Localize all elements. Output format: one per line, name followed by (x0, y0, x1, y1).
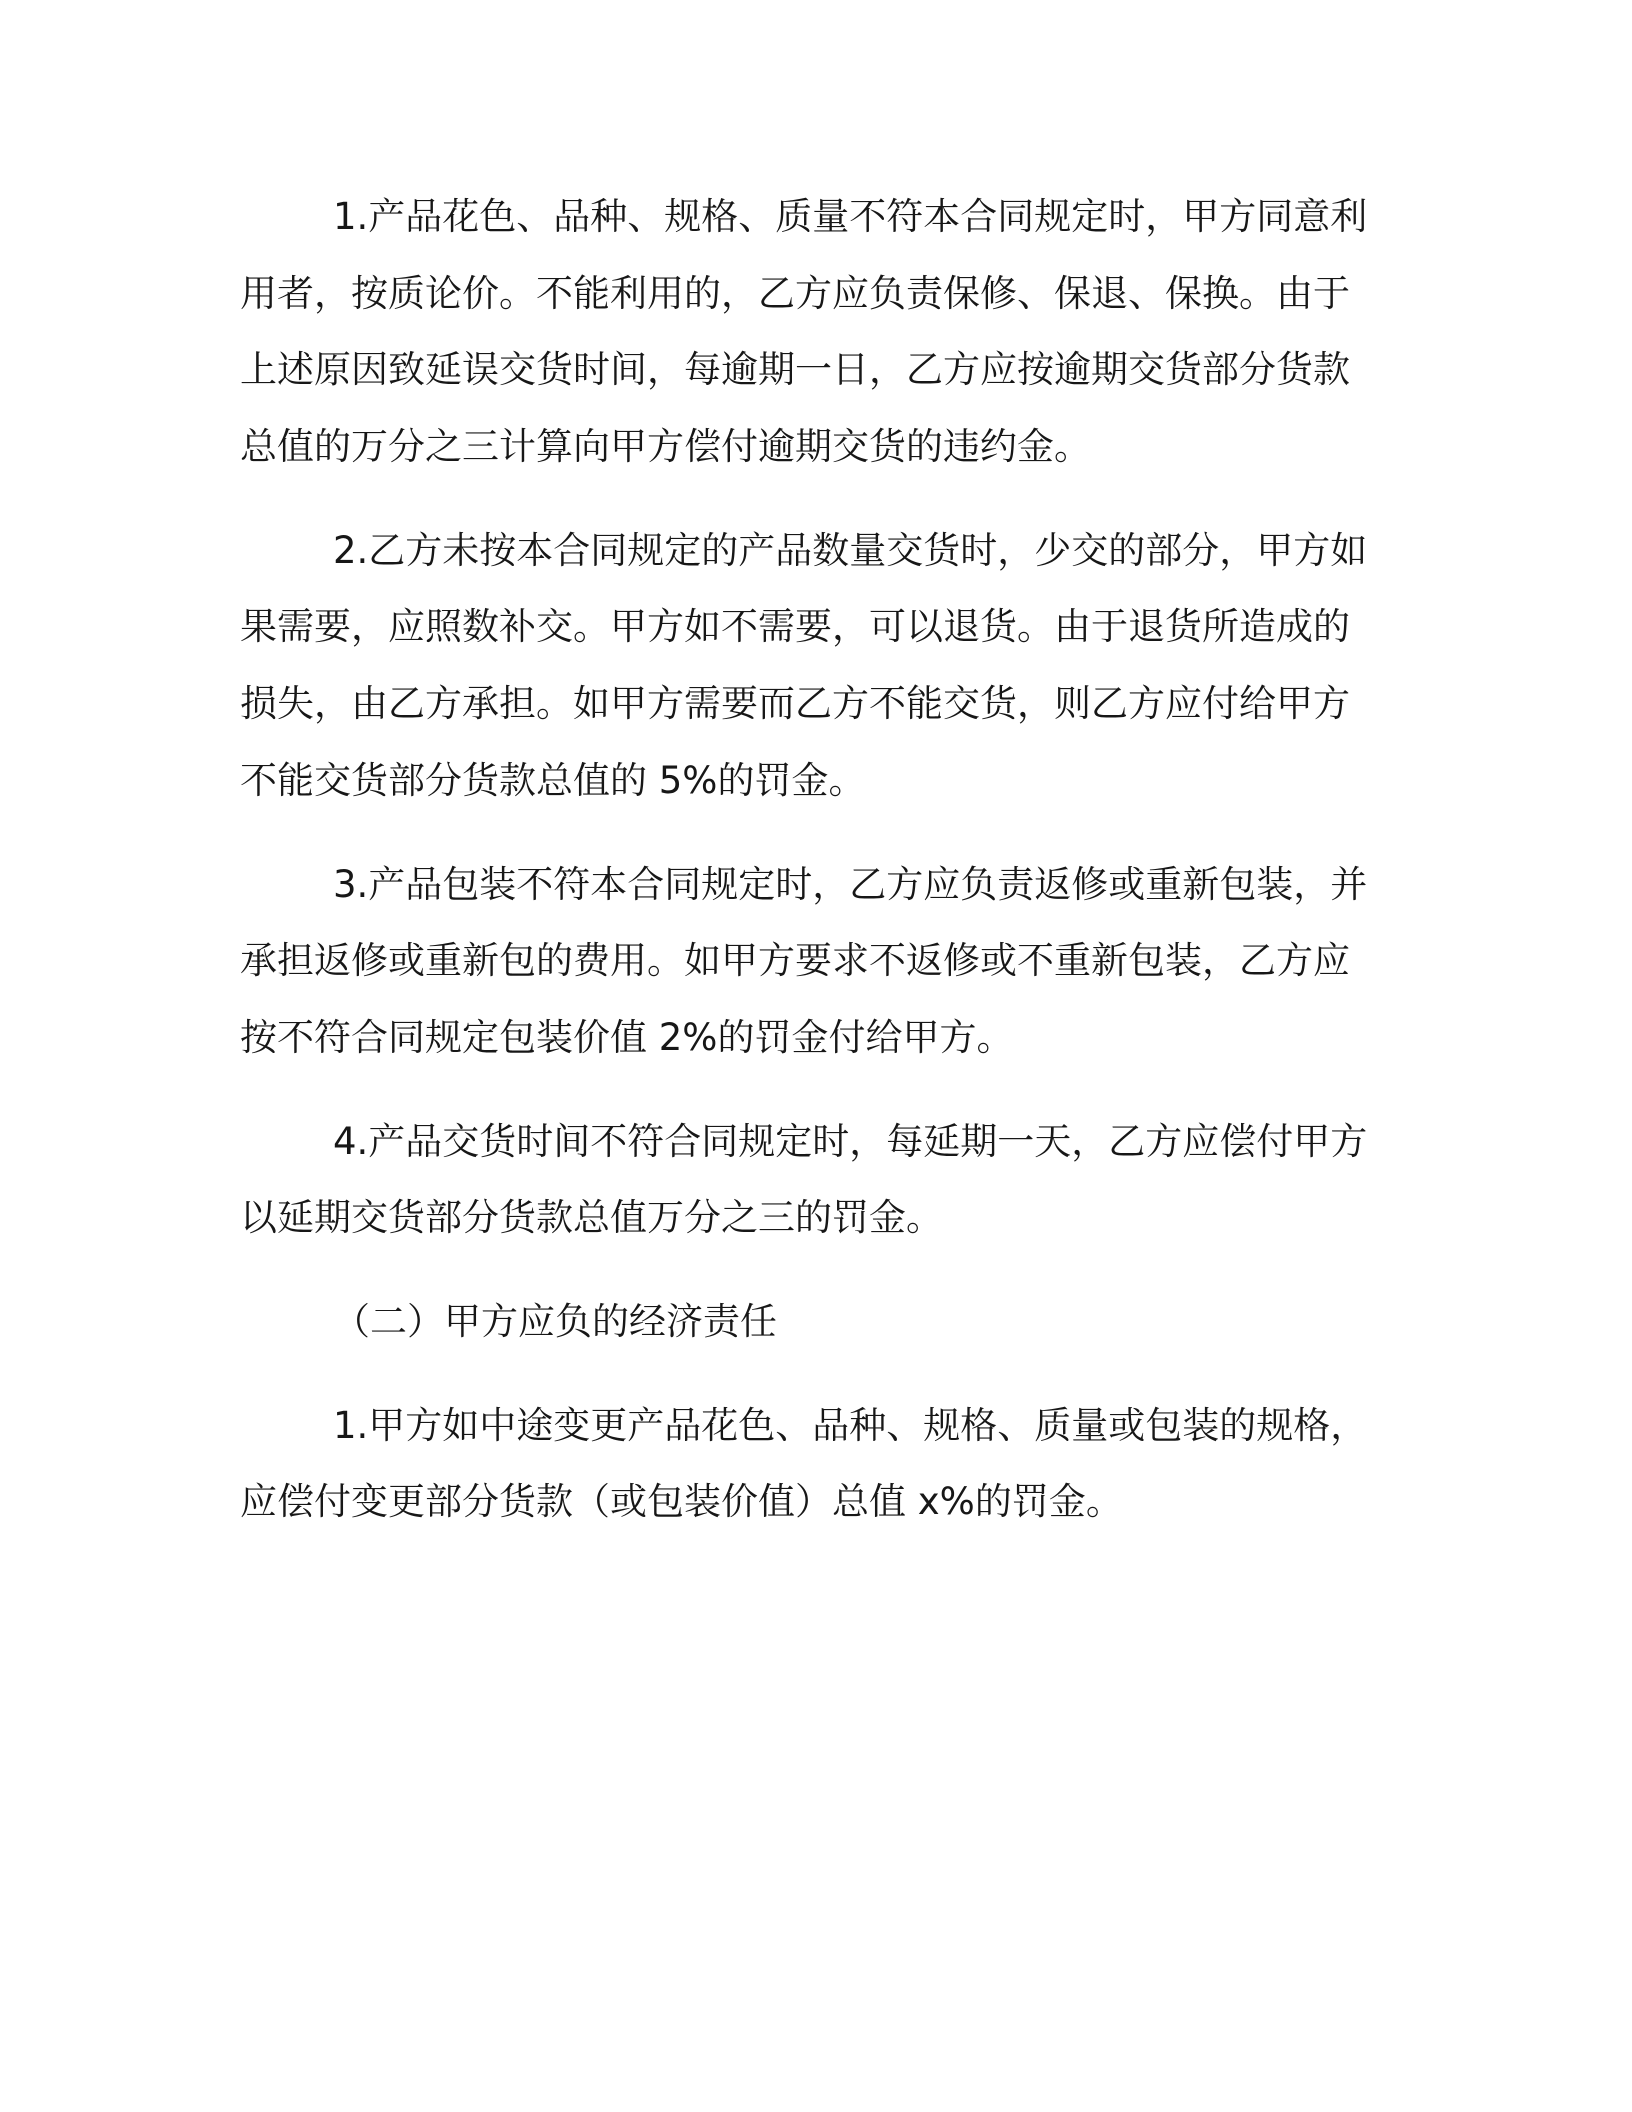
text-line: 3.产品包装不符本合同规定时，乙方应负责返修或重新包装，并 (333, 862, 1368, 906)
text-line: 上述原因致延误交货时间，每逾期一日，乙方应按逾期交货部分货款 (240, 348, 1350, 392)
text-line: 损失，由乙方承担。如甲方需要而乙方不能交货，则乙方应付给甲方 (240, 682, 1350, 726)
document-body (240, 179, 1375, 1568)
text-line: 2.乙方未按本合同规定的产品数量交货时，少交的部分，甲方如 (333, 528, 1368, 572)
section-heading-block (240, 1284, 1375, 1361)
text-line: 按不符合同规定包装价值 2%的罚金付给甲方。 (240, 1015, 1014, 1059)
text-line: 应偿付变更部分货款（或包装价值）总值 x%的罚金。 (240, 1480, 1123, 1524)
text-line: 果需要，应照数补交。甲方如不需要，可以退货。由于退货所造成的 (240, 605, 1350, 649)
buyer-clause-1 (240, 1388, 1375, 1541)
clause-3 (240, 847, 1375, 1077)
clause-1 (240, 179, 1375, 486)
text-line: 4.产品交货时间不符合同规定时，每延期一天，乙方应偿付甲方 (333, 1119, 1368, 1163)
text-line: 1.甲方如中途变更产品花色、品种、规格、质量或包装的规格， (333, 1403, 1368, 1447)
clause-2 (240, 513, 1375, 820)
text-line: 承担返修或重新包的费用。如甲方要求不返修或不重新包装，乙方应 (240, 939, 1350, 983)
text-line: 1.产品花色、品种、规格、质量不符本合同规定时，甲方同意利 (333, 195, 1368, 238)
text-line: 不能交货部分货款总值的 5%的罚金。 (240, 758, 866, 802)
clause-4 (240, 1104, 1375, 1257)
text-line: 总值的万分之三计算向甲方偿付逾期交货的违约金。 (240, 425, 1091, 469)
text-line: 以延期交货部分货款总值万分之三的罚金。 (240, 1196, 943, 1240)
text-line: 用者，按质论价。不能利用的，乙方应负责保修、保退、保换。由于 (240, 271, 1350, 315)
section-heading: （二）甲方应负的经济责任 (333, 1299, 777, 1343)
